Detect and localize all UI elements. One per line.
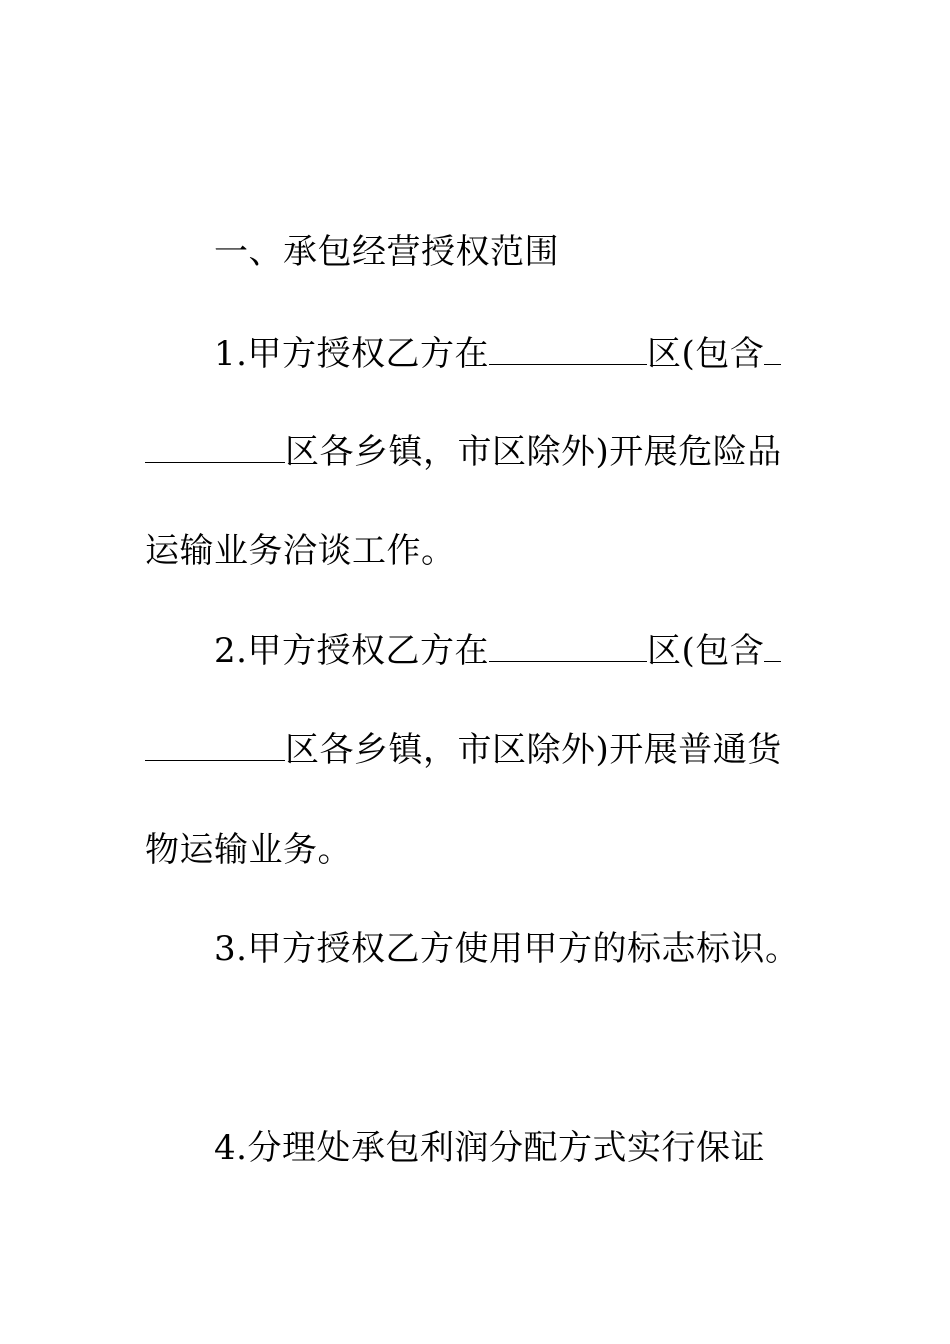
fill-in-blank[interactable] [764, 631, 781, 662]
item-3-line [214, 929, 799, 969]
fill-in-blank[interactable] [145, 432, 285, 463]
item-1-text-c: 区各乡镇，市区除外)开展危险品 [285, 432, 782, 472]
section-heading-text: 一、承包经营授权范围 [214, 232, 559, 272]
fill-in-blank[interactable] [489, 631, 647, 662]
item-4-line [214, 1128, 765, 1168]
item-1-text-b: 区(包含 [646, 334, 765, 374]
item-1-text-a: 1.甲方授权乙方在 [214, 334, 489, 374]
fill-in-blank[interactable] [489, 334, 647, 365]
section-heading [214, 232, 559, 272]
item-1-line-1 [214, 334, 781, 374]
item-2-line-3 [145, 830, 352, 870]
item-2-line-1 [214, 631, 781, 671]
item-2-text-a: 2.甲方授权乙方在 [214, 631, 489, 671]
item-1-line-2 [145, 432, 782, 472]
item-2-text-d: 物运输业务。 [145, 830, 352, 870]
item-2-text-c: 区各乡镇，市区除外)开展普通货 [285, 730, 782, 770]
item-2-text-b: 区(包含 [646, 631, 765, 671]
item-1-text-d: 运输业务洽谈工作。 [145, 531, 456, 571]
item-4-text: 4.分理处承包利润分配方式实行保证 [214, 1128, 765, 1168]
item-1-line-3 [145, 531, 456, 571]
fill-in-blank[interactable] [145, 730, 285, 761]
item-2-line-2 [145, 730, 782, 770]
fill-in-blank[interactable] [764, 334, 781, 365]
item-3-text: 3.甲方授权乙方使用甲方的标志标识。 [214, 929, 800, 969]
